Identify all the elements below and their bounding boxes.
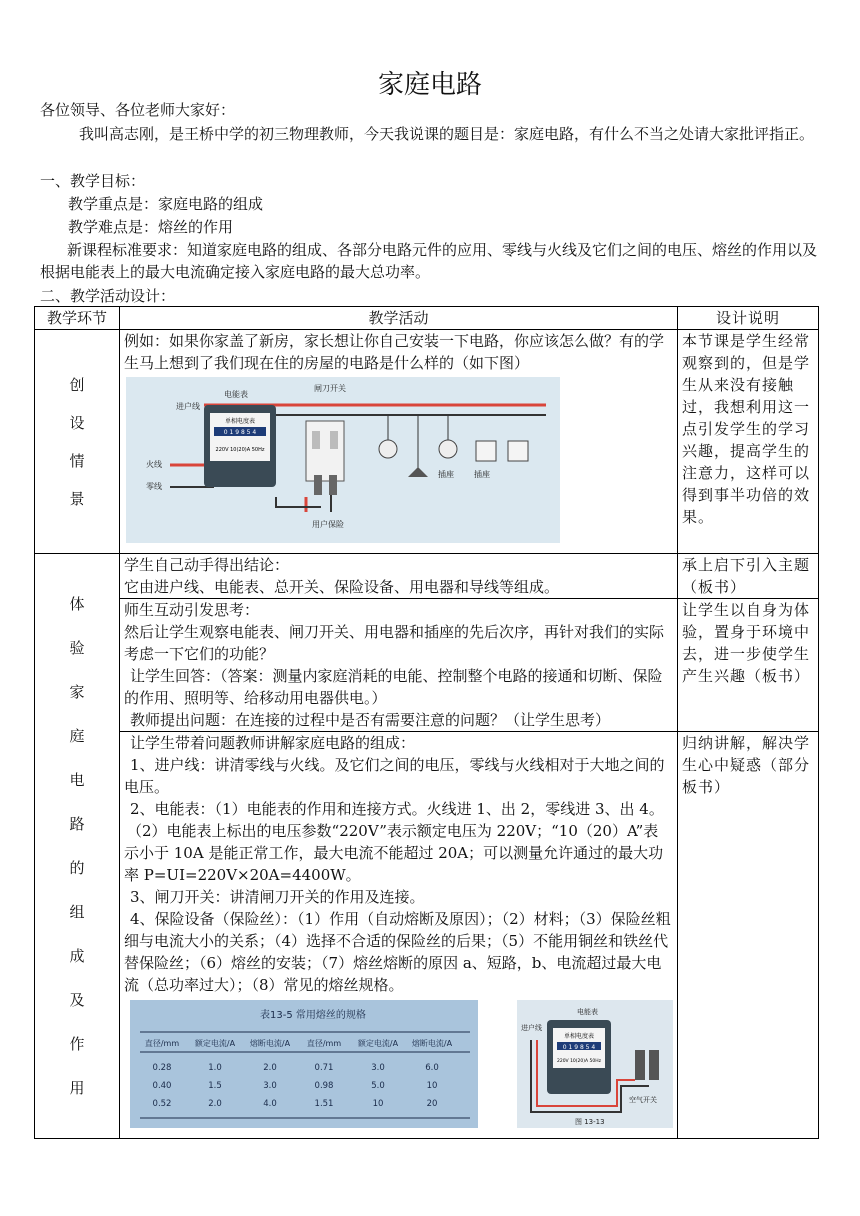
- photo-label-meter: 电能表: [577, 1008, 598, 1016]
- fuse-table-header: 熔断电流/A: [249, 1039, 291, 1048]
- fuse-table-header: 直径/mm: [306, 1039, 342, 1048]
- household-circuit-diagram: [126, 377, 673, 549]
- activity-cell: [120, 554, 678, 599]
- activity-cell: [120, 732, 678, 1139]
- fuse-table-cell: 1.5: [208, 1081, 222, 1091]
- activity-line: 4、保险设备（保险丝）：（1）作用（自动熔断及原因）；（2）材料；（3）保险丝粗细与电流大小的关系；（4）选择不合适的保险丝的后果；（5）不能用铜丝和铁丝代替保险丝；（6）熔丝的安装；（7）熔丝熔断的原因 a、短路，b、电流超过最大电流（总功率过大）；（8）常见的熔丝规格。: [124, 910, 671, 994]
- table-row: [35, 599, 819, 732]
- activity-line: 教师提出问题：在连接的过程中是否有需要注意的问题？（让学生思考）: [130, 711, 611, 729]
- meter-digits-text: 0 1 9 8 5 4: [223, 429, 257, 436]
- photo-meter-digits: 0 1 9 8 5 4: [562, 1044, 596, 1051]
- table-row: [35, 732, 819, 1139]
- stage-char: 体: [69, 595, 85, 613]
- meter-title-text: 单相电度表: [224, 418, 256, 425]
- fuse-table-cell: 1.0: [208, 1063, 222, 1073]
- note-cell: 让学生以自身为体验，置身于环境中去，进一步使学生产生兴趣（板书）: [678, 599, 819, 732]
- meter-rating-text: 220V 10(20)A 50Hz: [215, 447, 265, 453]
- fuse-table-caption: 表13-5 常用熔丝的规格: [260, 1010, 366, 1021]
- header-stage: 教学环节: [35, 307, 120, 330]
- stage-char: 用: [69, 1079, 85, 1097]
- activity-line: 然后让学生观察电能表、闸刀开关、用电器和插座的先后次序，再针对我们的实际考虑一下它们的功能？: [124, 623, 665, 663]
- note-cell: 承上启下引入主题（板书）: [678, 554, 819, 599]
- fuse-table-cell: 3.0: [263, 1081, 277, 1091]
- stage-char: 验: [69, 639, 85, 657]
- fuse-table-cell: 0.71: [314, 1063, 334, 1073]
- lesson-table: [34, 306, 819, 1139]
- photo-label-breaker: 空气开关: [629, 1096, 657, 1104]
- stage-char: 组: [69, 903, 85, 921]
- activity-line: 3、闸刀开关：讲清闸刀开关的作用及连接。: [130, 888, 425, 906]
- activity-cell: [120, 330, 678, 554]
- label-meter: 电能表: [224, 390, 248, 399]
- fuse-table-cell: 0.40: [152, 1081, 172, 1091]
- section-heading-goals: 一、教学目标：: [40, 172, 146, 190]
- photo-figure-number: 图 13-13: [575, 1118, 605, 1126]
- activity-line: 它由进户线、电能表、总开关、保险设备、用电器和导线等组成。: [124, 578, 560, 596]
- photo-meter-title: 单相电度表: [563, 1033, 595, 1040]
- fuse-table-cell: 3.0: [371, 1063, 385, 1073]
- table-header-row: [35, 307, 819, 330]
- stage-char: 路: [69, 815, 85, 833]
- activity-line: （2）电能表上标出的电压参数“220V”表示额定电压为 220V；“10（20）A”表示小于 10A 是能正常工作，最大电流不能超过 20A；可以测量允许通过的最大功率 P=UI=220V×20A=4400W。: [124, 822, 664, 884]
- key-point: 教学重点是：家庭电路的组成: [68, 195, 264, 213]
- page-title: 家庭电路: [377, 70, 482, 100]
- stage-char: 及: [69, 991, 85, 1009]
- activity-line: 师生互动引发思考：: [124, 601, 260, 619]
- curriculum-standard: 新课程标准要求：知道家庭电路的组成、各部分电路元件的应用、零线与火线及它们之间的电压、熔丝的作用以及根据电能表上的最大电流确定接入家庭电路的最大总功率。: [40, 241, 818, 281]
- activity-line: 1、进户线：讲清零线与火线。及它们之间的电压，零线与火线相对于大地之间的电压。: [124, 756, 665, 796]
- fuse-table-header: 直径/mm: [144, 1039, 180, 1048]
- fuse-table-cell: 10: [426, 1081, 438, 1091]
- fuse-table-header: 额定电流/A: [357, 1039, 399, 1048]
- stage-char: 成: [69, 947, 85, 965]
- photo-label-inlet: 进户线: [521, 1024, 542, 1032]
- meter-breaker-photo: [517, 1000, 673, 1134]
- difficulty: 教学难点是：熔丝的作用: [68, 218, 234, 236]
- fuse-spec-table-image: [130, 1000, 478, 1134]
- fuse-table-cell: 20: [426, 1099, 438, 1109]
- label-zero-wire: 零线: [146, 482, 162, 491]
- greeting: 各位领导、各位老师大家好：: [40, 101, 236, 119]
- header-note: 设计说明: [678, 307, 819, 330]
- stage-char: 的: [69, 859, 85, 877]
- stage-char: 电: [69, 771, 85, 789]
- table-row: [35, 330, 819, 554]
- section-heading-activities: 二、教学活动设计：: [40, 287, 176, 305]
- photo-meter-rating: 220V 10(20)A 50Hz: [556, 1059, 602, 1064]
- fuse-table-cell: 2.0: [263, 1063, 277, 1073]
- label-socket-2: 插座: [474, 470, 490, 479]
- fuse-table-cell: 0.52: [152, 1099, 172, 1109]
- fuse-table-cell: 2.0: [208, 1099, 222, 1109]
- label-socket-1: 插座: [438, 470, 454, 479]
- fuse-table-cell: 10: [372, 1099, 384, 1109]
- label-fire-wire: 火线: [146, 460, 162, 469]
- fuse-table-cell: 4.0: [263, 1099, 277, 1109]
- figure-row: [130, 1000, 673, 1134]
- stage-char: 作: [69, 1035, 85, 1053]
- fuse-table-header: 熔断电流/A: [411, 1039, 453, 1048]
- note-cell: 本节课是学生经常观察到的，但是学生从来没有接触过，我想利用这一点引发学生的学习兴趣，提高学生的注意力，这样可以得到事半功倍的效果。: [678, 330, 819, 554]
- fuse-table-cell: 0.28: [152, 1063, 172, 1073]
- fuse-table-cell: 5.0: [371, 1081, 385, 1091]
- activity-cell: [120, 599, 678, 732]
- stage-char: 庭: [69, 727, 85, 745]
- table-row: [35, 554, 819, 599]
- fuse-table-cell: 6.0: [425, 1063, 439, 1073]
- stage-char: 家: [69, 683, 85, 701]
- intro-paragraph: 我叫高志刚，是王桥中学的初三物理教师，今天我说课的题目是：家庭电路，有什么不当之处请大家批评指正。: [79, 125, 815, 143]
- fuse-table-cell: 0.98: [314, 1081, 334, 1091]
- fuse-table-cell: 1.51: [314, 1099, 334, 1109]
- stage-label-experience: [35, 554, 120, 1139]
- note-cell: 归纳讲解，解决学生心中疑惑（部分板书）: [678, 732, 819, 1139]
- header-activity: 教学活动: [120, 307, 678, 330]
- stage-label-scene: 创 设 情 景: [35, 330, 120, 554]
- activity-line: 让学生回答：（答案：测量内家庭消耗的电能、控制整个电路的接通和切断、保险的作用、照明等、给移动用电器供电。）: [124, 667, 663, 707]
- activity-text: 例如：如果你家盖了新房，家长想让你自己安装一下电路，你应该怎么做？有的学生马上想到了我们现在住的房屋的电路是什么样的（如下图）: [124, 332, 665, 372]
- label-inlet: 进户线: [176, 402, 200, 411]
- label-fuse: 用户保险: [312, 520, 344, 529]
- activity-line: 让学生带着问题教师讲解家庭电路的组成：: [130, 734, 416, 752]
- activity-line: 2、电能表：（1）电能表的作用和连接方式。火线进 1、出 2，零线进 3、出 4。: [130, 800, 664, 818]
- label-switch: 闸刀开关: [314, 384, 346, 393]
- fuse-table-header: 额定电流/A: [194, 1039, 236, 1048]
- activity-line: 学生自己动手得出结论：: [124, 556, 290, 574]
